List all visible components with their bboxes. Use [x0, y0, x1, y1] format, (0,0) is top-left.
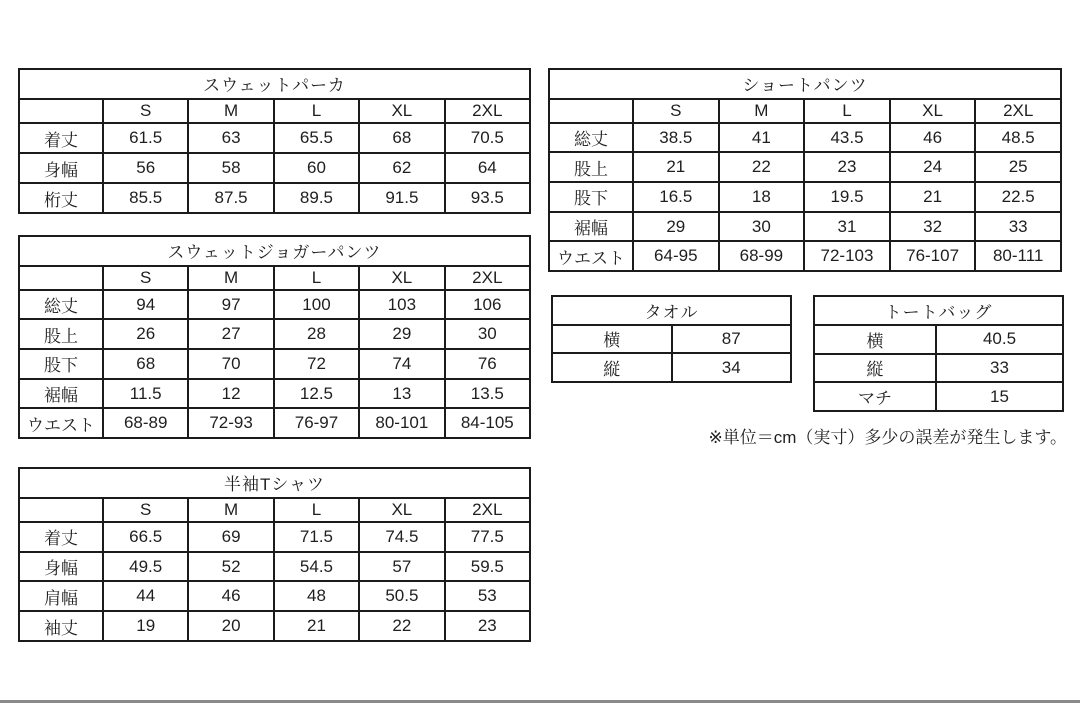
table-row: [552, 325, 791, 354]
measurement-value-cell: 76-97: [274, 408, 359, 438]
corner-cell: [19, 498, 103, 522]
measurement-value-cell: 20: [188, 611, 273, 641]
size-header-cell: M: [188, 498, 273, 522]
measurement-value-cell: 62: [359, 153, 444, 183]
measurement-value-cell: 18: [719, 182, 805, 212]
size-header-cell: L: [274, 266, 359, 290]
measurement-value-cell: 54.5: [274, 552, 359, 582]
measurement-value-cell: 38.5: [633, 123, 719, 153]
measurement-value-cell: 74: [359, 349, 444, 379]
measurement-value-cell: 50.5: [359, 581, 444, 611]
measurement-label-cell: 縦: [814, 354, 936, 383]
measurement-value-cell: 23: [445, 611, 530, 641]
measurement-value-cell: 69: [188, 522, 273, 552]
measurement-label-cell: 裾幅: [19, 379, 103, 409]
measurement-value-cell: 22: [719, 152, 805, 182]
measurement-value-cell: 68-99: [719, 241, 805, 271]
measurement-value-cell: 66.5: [103, 522, 188, 552]
table-row: [19, 552, 530, 582]
measurement-value-cell: 72: [274, 349, 359, 379]
measurement-value-cell: 21: [890, 182, 976, 212]
measurement-label-cell: 総丈: [549, 123, 633, 153]
measurement-value-cell: 74.5: [359, 522, 444, 552]
measurement-value-cell: 87.5: [188, 183, 273, 213]
size-chart-short-pants: [548, 68, 1062, 272]
measurement-label-cell: 桁丈: [19, 183, 103, 213]
measurement-value-cell: 22: [359, 611, 444, 641]
measurement-label-cell: 肩幅: [19, 581, 103, 611]
measurement-label-cell: 縦: [552, 353, 672, 382]
measurement-value-cell: 68: [103, 349, 188, 379]
measurement-label-cell: マチ: [814, 382, 936, 411]
measurement-value-cell: 24: [890, 152, 976, 182]
size-header-cell: M: [719, 99, 805, 123]
size-header-cell: XL: [359, 498, 444, 522]
measurement-value-cell: 32: [890, 212, 976, 242]
measurement-value-cell: 40.5: [936, 325, 1063, 354]
size-chart-towel: [551, 295, 792, 383]
table-row: [19, 611, 530, 641]
measurement-label-cell: 横: [552, 325, 672, 354]
size-header-cell: L: [274, 498, 359, 522]
table-title: スウェットジョガーパンツ: [19, 236, 530, 266]
measurement-value-cell: 58: [188, 153, 273, 183]
measurement-value-cell: 77.5: [445, 522, 530, 552]
measurement-value-cell: 80-111: [975, 241, 1061, 271]
measurement-value-cell: 53: [445, 581, 530, 611]
size-header-cell: 2XL: [445, 266, 530, 290]
size-header-cell: 2XL: [445, 498, 530, 522]
table-row: [814, 382, 1063, 411]
measurement-value-cell: 64-95: [633, 241, 719, 271]
size-header-cell: 2XL: [975, 99, 1061, 123]
measurement-value-cell: 71.5: [274, 522, 359, 552]
measurement-value-cell: 25: [975, 152, 1061, 182]
table-row: [19, 522, 530, 552]
table-row: [19, 183, 530, 213]
size-header-cell: M: [188, 99, 273, 123]
measurement-value-cell: 16.5: [633, 182, 719, 212]
measurement-value-cell: 63: [188, 123, 273, 153]
table-row: [549, 123, 1061, 153]
table-title: ショートパンツ: [549, 69, 1061, 99]
measurement-value-cell: 76: [445, 349, 530, 379]
table-row: [549, 212, 1061, 242]
measurement-value-cell: 56: [103, 153, 188, 183]
measurement-value-cell: 13.5: [445, 379, 530, 409]
measurement-value-cell: 57: [359, 552, 444, 582]
measurement-value-cell: 76-107: [890, 241, 976, 271]
size-chart-tote-bag: [813, 295, 1064, 412]
measurement-value-cell: 70.5: [445, 123, 530, 153]
measurement-value-cell: 11.5: [103, 379, 188, 409]
table-row: [814, 354, 1063, 383]
table-row: [19, 379, 530, 409]
measurement-label-cell: 横: [814, 325, 936, 354]
size-header-cell: XL: [359, 99, 444, 123]
measurement-value-cell: 70: [188, 349, 273, 379]
measurement-value-cell: 30: [445, 319, 530, 349]
corner-cell: [549, 99, 633, 123]
size-header-cell: L: [274, 99, 359, 123]
table-row: [549, 241, 1061, 271]
measurement-value-cell: 68-89: [103, 408, 188, 438]
measurement-value-cell: 97: [188, 290, 273, 320]
measurement-value-cell: 29: [359, 319, 444, 349]
size-header-cell: S: [103, 498, 188, 522]
measurement-value-cell: 22.5: [975, 182, 1061, 212]
corner-cell: [19, 266, 103, 290]
measurement-label-cell: 裾幅: [549, 212, 633, 242]
size-header-cell: S: [103, 99, 188, 123]
measurement-value-cell: 91.5: [359, 183, 444, 213]
size-header-cell: XL: [359, 266, 444, 290]
unit-note: ※単位＝cm（実寸）多少の誤差が発生します。: [708, 428, 1067, 447]
measurement-value-cell: 31: [804, 212, 890, 242]
measurement-label-cell: 身幅: [19, 153, 103, 183]
measurement-value-cell: 84-105: [445, 408, 530, 438]
corner-cell: [19, 99, 103, 123]
table-title: 半袖Tシャツ: [19, 468, 530, 498]
measurement-value-cell: 106: [445, 290, 530, 320]
table-row: [19, 319, 530, 349]
measurement-value-cell: 19.5: [804, 182, 890, 212]
measurement-label-cell: ウエスト: [549, 241, 633, 271]
measurement-value-cell: 33: [936, 354, 1063, 383]
size-header-cell: L: [804, 99, 890, 123]
measurement-value-cell: 61.5: [103, 123, 188, 153]
measurement-value-cell: 60: [274, 153, 359, 183]
size-chart-half-sleeve-tshirt: [18, 467, 531, 642]
measurement-value-cell: 21: [633, 152, 719, 182]
size-header-cell: M: [188, 266, 273, 290]
measurement-value-cell: 49.5: [103, 552, 188, 582]
size-chart-sweat-jogger-pants: [18, 235, 531, 439]
measurement-value-cell: 12.5: [274, 379, 359, 409]
table-row: [19, 123, 530, 153]
measurement-value-cell: 48.5: [975, 123, 1061, 153]
measurement-value-cell: 46: [188, 581, 273, 611]
table-row: [814, 325, 1063, 354]
measurement-value-cell: 46: [890, 123, 976, 153]
table-row: [19, 290, 530, 320]
measurement-value-cell: 26: [103, 319, 188, 349]
measurement-value-cell: 12: [188, 379, 273, 409]
measurement-value-cell: 89.5: [274, 183, 359, 213]
measurement-value-cell: 44: [103, 581, 188, 611]
size-chart-sweat-parka: [18, 68, 531, 214]
measurement-value-cell: 28: [274, 319, 359, 349]
measurement-value-cell: 52: [188, 552, 273, 582]
size-header-cell: XL: [890, 99, 976, 123]
measurement-value-cell: 34: [672, 353, 792, 382]
table-row: [552, 353, 791, 382]
bottom-bar: [0, 700, 1080, 703]
measurement-label-cell: 股下: [549, 182, 633, 212]
measurement-value-cell: 87: [672, 325, 792, 354]
size-header-cell: S: [103, 266, 188, 290]
measurement-value-cell: 30: [719, 212, 805, 242]
measurement-value-cell: 68: [359, 123, 444, 153]
size-header-cell: S: [633, 99, 719, 123]
measurement-value-cell: 43.5: [804, 123, 890, 153]
measurement-value-cell: 80-101: [359, 408, 444, 438]
measurement-value-cell: 13: [359, 379, 444, 409]
table-title: タオル: [552, 296, 791, 325]
measurement-label-cell: 身幅: [19, 552, 103, 582]
measurement-label-cell: 股下: [19, 349, 103, 379]
measurement-label-cell: 袖丈: [19, 611, 103, 641]
measurement-value-cell: 29: [633, 212, 719, 242]
table-row: [549, 182, 1061, 212]
measurement-value-cell: 94: [103, 290, 188, 320]
measurement-value-cell: 72-93: [188, 408, 273, 438]
measurement-value-cell: 27: [188, 319, 273, 349]
measurement-label-cell: 股上: [549, 152, 633, 182]
measurement-value-cell: 103: [359, 290, 444, 320]
table-row: [19, 153, 530, 183]
measurement-value-cell: 65.5: [274, 123, 359, 153]
table-row: [19, 408, 530, 438]
table-title: トートバッグ: [814, 296, 1063, 325]
measurement-value-cell: 64: [445, 153, 530, 183]
measurement-label-cell: ウエスト: [19, 408, 103, 438]
measurement-label-cell: 総丈: [19, 290, 103, 320]
measurement-label-cell: 着丈: [19, 123, 103, 153]
measurement-value-cell: 85.5: [103, 183, 188, 213]
measurement-value-cell: 93.5: [445, 183, 530, 213]
measurement-label-cell: 着丈: [19, 522, 103, 552]
table-row: [19, 581, 530, 611]
size-header-cell: 2XL: [445, 99, 530, 123]
measurement-value-cell: 59.5: [445, 552, 530, 582]
measurement-value-cell: 15: [936, 382, 1063, 411]
measurement-value-cell: 33: [975, 212, 1061, 242]
table-row: [549, 152, 1061, 182]
measurement-value-cell: 21: [274, 611, 359, 641]
table-title: スウェットパーカ: [19, 69, 530, 99]
table-row: [19, 349, 530, 379]
measurement-value-cell: 23: [804, 152, 890, 182]
measurement-value-cell: 41: [719, 123, 805, 153]
measurement-value-cell: 72-103: [804, 241, 890, 271]
measurement-value-cell: 48: [274, 581, 359, 611]
measurement-label-cell: 股上: [19, 319, 103, 349]
measurement-value-cell: 100: [274, 290, 359, 320]
measurement-value-cell: 19: [103, 611, 188, 641]
